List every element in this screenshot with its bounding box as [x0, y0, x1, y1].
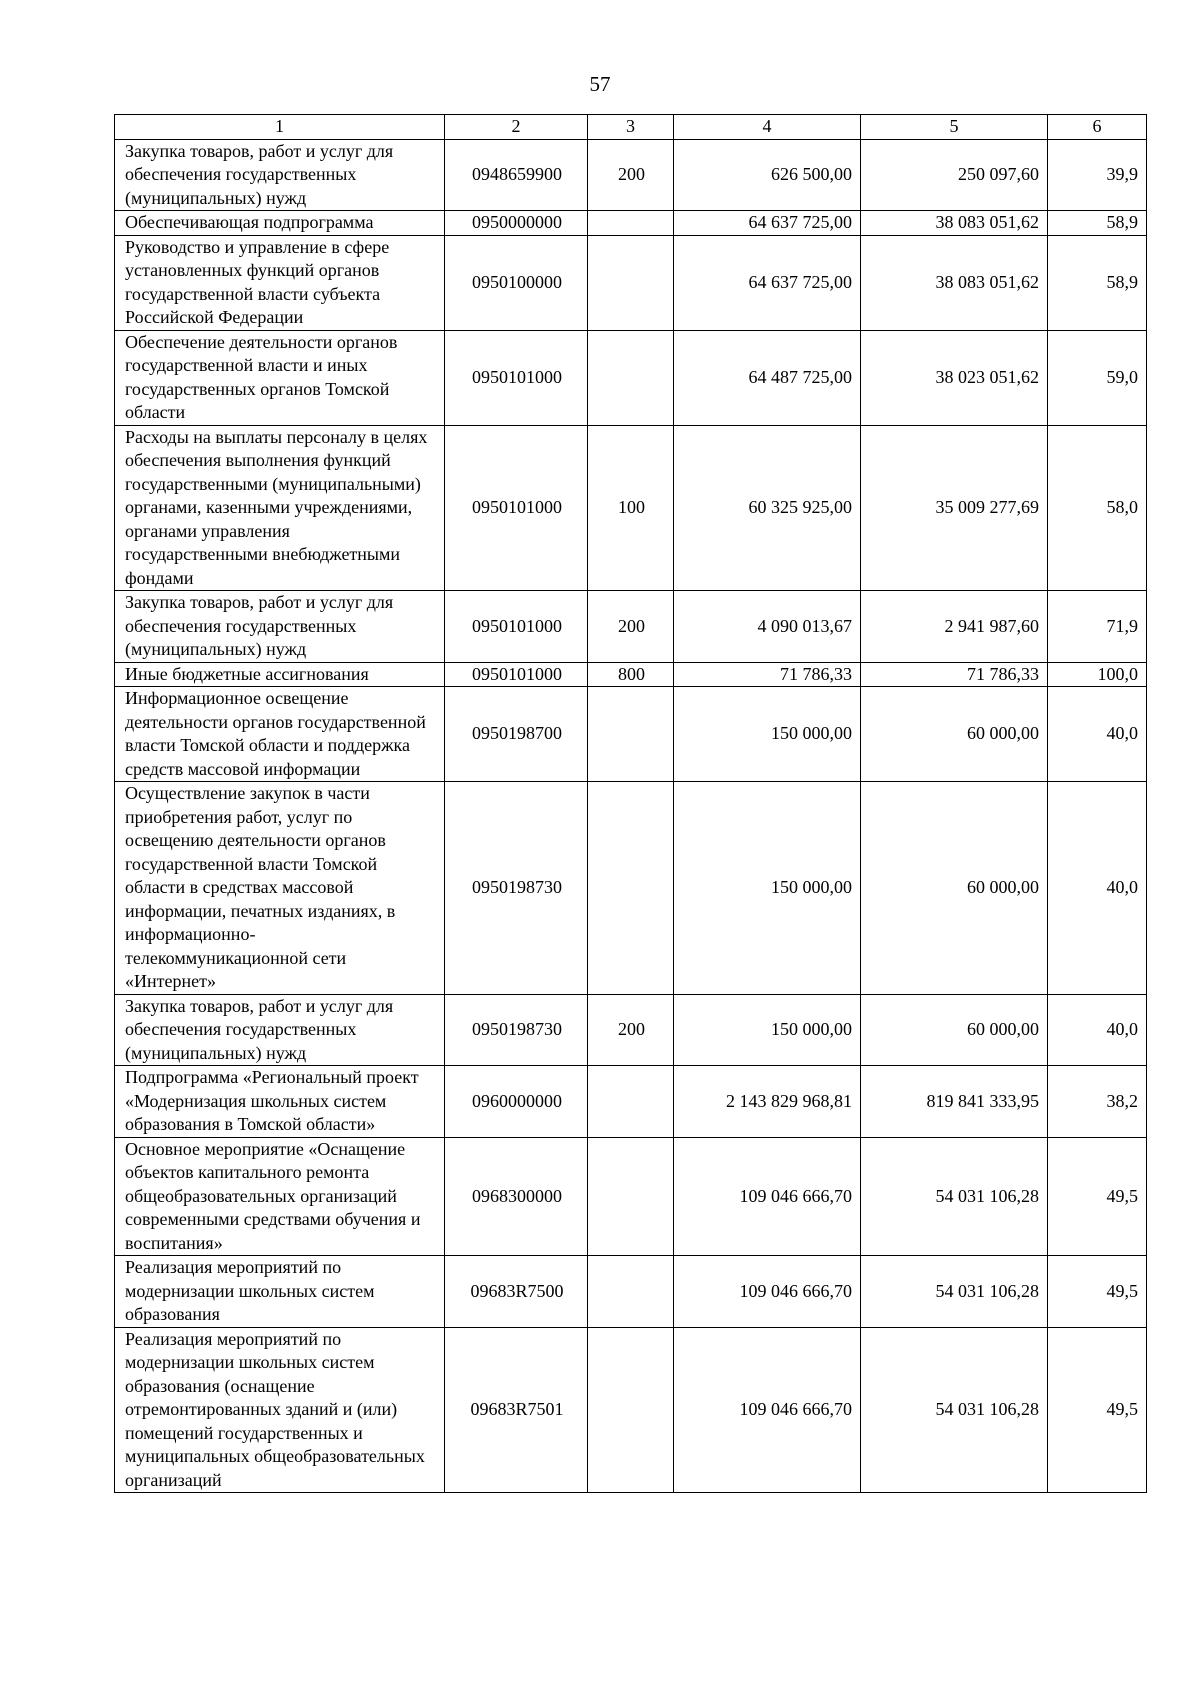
row-fact-cell: 35 009 277,69 [861, 425, 1048, 591]
row-name-cell: Иные бюджетные ассигнования [115, 662, 445, 687]
row-percent-cell: 49,5 [1048, 1327, 1147, 1493]
budget-table [114, 114, 1147, 1493]
row-percent-cell: 49,5 [1048, 1256, 1147, 1328]
table-row [115, 211, 1147, 236]
row-type-cell [588, 235, 674, 330]
row-code-cell: 0950198700 [445, 687, 588, 782]
row-fact-cell: 250 097,60 [861, 139, 1048, 211]
row-fact-cell: 54 031 106,28 [861, 1256, 1048, 1328]
table-row [115, 1066, 1147, 1138]
row-fact-cell: 38 083 051,62 [861, 235, 1048, 330]
row-code-cell: 0950198730 [445, 994, 588, 1066]
row-percent-cell: 40,0 [1048, 994, 1147, 1066]
table-body [115, 139, 1147, 1493]
row-type-cell: 200 [588, 139, 674, 211]
row-name-cell: Осуществление закупок в части приобретения работ, услуг по освещению деятельности органов государственной власти Томской области в средствах массовой информации, печатных изданиях, в информационно-телекоммуникационной сети «Интернет» [115, 782, 445, 995]
row-plan-cell: 71 786,33 [674, 662, 861, 687]
row-type-cell [588, 1256, 674, 1328]
row-fact-cell: 54 031 106,28 [861, 1327, 1048, 1493]
row-fact-cell: 60 000,00 [861, 994, 1048, 1066]
column-header: 1 [115, 115, 445, 140]
row-percent-cell: 39,9 [1048, 139, 1147, 211]
row-code-cell: 0950101000 [445, 591, 588, 663]
row-fact-cell: 71 786,33 [861, 662, 1048, 687]
row-type-cell: 200 [588, 994, 674, 1066]
table-row [115, 235, 1147, 330]
row-fact-cell: 2 941 987,60 [861, 591, 1048, 663]
column-header: 4 [674, 115, 861, 140]
header-row [115, 115, 1147, 140]
row-plan-cell: 109 046 666,70 [674, 1327, 861, 1493]
row-code-cell: 09683R7501 [445, 1327, 588, 1493]
row-plan-cell: 150 000,00 [674, 687, 861, 782]
row-type-cell [588, 1327, 674, 1493]
row-plan-cell: 64 637 725,00 [674, 211, 861, 236]
column-header: 3 [588, 115, 674, 140]
row-code-cell: 0950198730 [445, 782, 588, 995]
row-name-cell: Подпрограмма «Региональный проект «Модернизация школьных систем образования в Томской области» [115, 1066, 445, 1138]
row-type-cell: 200 [588, 591, 674, 663]
row-fact-cell: 60 000,00 [861, 782, 1048, 995]
row-percent-cell: 100,0 [1048, 662, 1147, 687]
table-row [115, 687, 1147, 782]
row-plan-cell: 150 000,00 [674, 994, 861, 1066]
table-row [115, 139, 1147, 211]
row-name-cell: Реализация мероприятий по модернизации школьных систем образования [115, 1256, 445, 1328]
row-plan-cell: 109 046 666,70 [674, 1256, 861, 1328]
table-row [115, 1327, 1147, 1493]
row-name-cell: Обеспечивающая подпрограмма [115, 211, 445, 236]
row-percent-cell: 59,0 [1048, 330, 1147, 425]
row-code-cell: 0950101000 [445, 425, 588, 591]
row-type-cell [588, 782, 674, 995]
row-type-cell [588, 211, 674, 236]
table-row [115, 425, 1147, 591]
row-percent-cell: 49,5 [1048, 1137, 1147, 1256]
row-plan-cell: 64 487 725,00 [674, 330, 861, 425]
row-fact-cell: 54 031 106,28 [861, 1137, 1048, 1256]
row-plan-cell: 109 046 666,70 [674, 1137, 861, 1256]
row-percent-cell: 40,0 [1048, 687, 1147, 782]
row-name-cell: Руководство и управление в сфере установленных функций органов государственной власти субъекта Российской Федерации [115, 235, 445, 330]
row-name-cell: Закупка товаров, работ и услуг для обеспечения государственных (муниципальных) нужд [115, 139, 445, 211]
row-name-cell: Обеспечение деятельности органов государственной власти и иных государственных органов Томской области [115, 330, 445, 425]
table-row [115, 1256, 1147, 1328]
row-code-cell: 0960000000 [445, 1066, 588, 1138]
row-name-cell: Расходы на выплаты персоналу в целях обеспечения выполнения функций государственными (муниципальными) органами, казенными учреждениями, органами управления государственными внебюджетными фондами [115, 425, 445, 591]
row-percent-cell: 38,2 [1048, 1066, 1147, 1138]
table-row [115, 782, 1147, 995]
row-percent-cell: 40,0 [1048, 782, 1147, 995]
row-percent-cell: 58,0 [1048, 425, 1147, 591]
row-plan-cell: 150 000,00 [674, 782, 861, 995]
row-plan-cell: 626 500,00 [674, 139, 861, 211]
table-row [115, 1137, 1147, 1256]
page-number: 57 [589, 72, 611, 96]
table-row [115, 662, 1147, 687]
row-type-cell [588, 1066, 674, 1138]
row-code-cell: 0950000000 [445, 211, 588, 236]
row-type-cell: 800 [588, 662, 674, 687]
row-code-cell: 0950101000 [445, 662, 588, 687]
row-type-cell [588, 687, 674, 782]
row-code-cell: 0948659900 [445, 139, 588, 211]
row-code-cell: 0950101000 [445, 330, 588, 425]
row-plan-cell: 2 143 829 968,81 [674, 1066, 861, 1138]
row-percent-cell: 71,9 [1048, 591, 1147, 663]
row-percent-cell: 58,9 [1048, 235, 1147, 330]
row-code-cell: 0968300000 [445, 1137, 588, 1256]
row-type-cell [588, 330, 674, 425]
column-header: 5 [861, 115, 1048, 140]
row-name-cell: Информационное освещение деятельности органов государственной власти Томской области и поддержка средств массовой информации [115, 687, 445, 782]
row-fact-cell: 38 083 051,62 [861, 211, 1048, 236]
row-fact-cell: 38 023 051,62 [861, 330, 1048, 425]
row-type-cell: 100 [588, 425, 674, 591]
row-name-cell: Реализация мероприятий по модернизации школьных систем образования (оснащение отремонтированных зданий и (или) помещений государственных и муниципальных общеобразовательных организаций [115, 1327, 445, 1493]
column-header: 2 [445, 115, 588, 140]
table-row [115, 330, 1147, 425]
row-plan-cell: 4 090 013,67 [674, 591, 861, 663]
row-plan-cell: 64 637 725,00 [674, 235, 861, 330]
column-header: 6 [1048, 115, 1147, 140]
row-percent-cell: 58,9 [1048, 211, 1147, 236]
row-name-cell: Закупка товаров, работ и услуг для обеспечения государственных (муниципальных) нужд [115, 591, 445, 663]
row-code-cell: 0950100000 [445, 235, 588, 330]
table-row [115, 591, 1147, 663]
row-fact-cell: 819 841 333,95 [861, 1066, 1048, 1138]
row-type-cell [588, 1137, 674, 1256]
row-name-cell: Основное мероприятие «Оснащение объектов капитального ремонта общеобразовательных организаций современными средствами обучения и воспитания» [115, 1137, 445, 1256]
table-row [115, 994, 1147, 1066]
row-name-cell: Закупка товаров, работ и услуг для обеспечения государственных (муниципальных) нужд [115, 994, 445, 1066]
row-fact-cell: 60 000,00 [861, 687, 1048, 782]
row-code-cell: 09683R7500 [445, 1256, 588, 1328]
row-plan-cell: 60 325 925,00 [674, 425, 861, 591]
